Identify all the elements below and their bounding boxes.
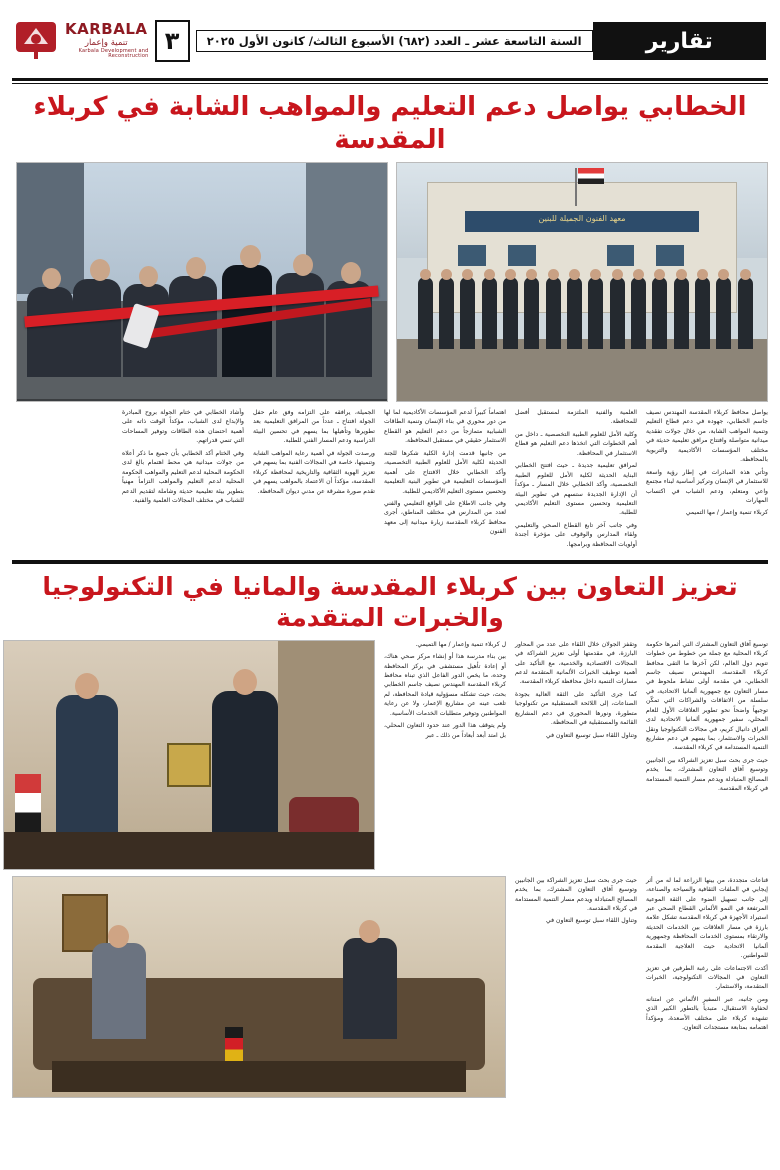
article1-column-3 xyxy=(384,408,506,552)
article2-column-2 xyxy=(515,640,637,870)
page-number: ٣ xyxy=(155,20,190,62)
article2-photo-gift-exchange xyxy=(3,640,375,870)
photo-credit: كربلاء تنمية وإعمار / مها التميمي xyxy=(685,509,768,517)
article2-text-top xyxy=(384,640,768,870)
paragraph: ومن جانبه، عبر السفير الألماني عن امتنانه لحفاوة الاستقبال، متبدياً بالتطور الكبير الذي تشهده كربلاء على مختلف الأصعدة، ومؤكداً اهتمامه بمتابعة مستجدات التعاون. xyxy=(646,995,768,1032)
paragraph: أكدت الاجتماعات على رغبة الطرفين في تعزيز التعاون في المجالات التكنولوجية، الخبرات المتقدمة، والاستثمار. xyxy=(646,964,768,991)
paragraph: الجميلة، يرافقه على التزامه وفق عام حفل الجولة افتتاح ـ عدداً من المرافق التعليمية بعد تطويرها وتأهيلها بما يسهم في تحسين البيئة الدراسية ودعم المسار الفني للطلبة. xyxy=(253,409,375,445)
article1-text xyxy=(12,408,768,552)
article1-photo-ribbon-cutting xyxy=(16,162,388,402)
logo-text xyxy=(64,22,149,59)
paragraph: بين بناء مدرسة هذا أو إنشاء مركز صحي هناك، أو إعادة تأهيل مستشفى في بركز المحافظة وحده، ما يخص الدور الفاعل الذي تبناه محافظ كربلاء المقدسة المهندس نصيف جاسم الخطابي بحث، حيث تشكله مسؤولية قيادة المحافظة، لم تلعب عينه عن مشاريع الإعمار، ولا عن رعاية المواطنين وتوفير متطلبات الخدمات الأساسية. xyxy=(384,653,506,717)
article1-column-4 xyxy=(515,408,637,552)
commemorative-shield xyxy=(167,743,211,787)
logo-arabic-name: تنمية وإعمار xyxy=(84,38,128,49)
article2-bottom-column-2 xyxy=(515,876,637,1098)
paragraph: يواصل محافظ كربلاء المقدسة المهندس نصيف جاسم الخطابي، جهوده في دعم قطاع التعليم وتنمية المواهب الشابة، من خلال جولات تفقدية ميدانية متواصلة وافتتاح مرافق تعليمية حديثة في مختلف المؤسسات الأكاديمية والتربوية بالمحافظة. xyxy=(646,409,768,464)
issue-line xyxy=(196,30,593,52)
paragraph: وتأتي هذه المبادرات في إطار رؤية واسعة للاستثمار في الإنسان وتركيز أساسية لبناء مجتمع واعي ومتعلم، ودعم الشباب في اكتساب المهارات xyxy=(646,468,768,504)
paragraph: اهتماماً كبيراً لدعم المؤسسات الأكاديمية لما لها من دور محوري في بناء الإنسان وتنمية الطاقات الشبابية متمازجاً من دعم التعليم هو القطاع الاستثمار حقيقي في مستقبل المحافظة. xyxy=(384,409,506,445)
article2-bottom-column-1 xyxy=(646,876,768,1098)
paragraph: حيث جرى بحث سبل تعزيز الشراكة بين الجانبين وتوسيع آفاق التعاون المشترك، بما يخدم المصالح المتبادلة ويدعم مسار التنمية المستدامة في كربلاء المقدسة. xyxy=(646,756,768,793)
paragraph: ولم يتوقف هذا الدور عند حدود التعاون المحلي، بل امتد أبعد أبعاداً من ذلك ـ عبر xyxy=(384,722,506,739)
paragraph: وكلية الأمل للعلوم الطبية التخصصية ـ داخل من أهم الخطوات التي اتخذها دعم التعليم هو قطاع الاستثمار في المحافظة. xyxy=(515,430,637,457)
karbala-emblem-icon xyxy=(14,19,58,63)
paragraph: العلمية والفنية الملتزمة لمستقبل أفضل للمحافظة. xyxy=(515,409,637,426)
header-rule xyxy=(12,78,768,81)
article2-photo-meeting xyxy=(12,876,506,1098)
paragraph: حيث جرى بحث سبل تعزيز الشراكة بين الجانبين وتوسيع آفاق التعاون المشترك، بما يخدم المصالح المتبادلة ويدعم مسار التنمية المستدامة في كربلاء المقدسة. xyxy=(515,876,637,912)
article2-column-1 xyxy=(646,640,768,870)
masthead xyxy=(0,0,780,78)
paragraph: وأشاد الخطابي في ختام الجولة بروح المبادرة والإبداع لدى الشباب، مؤكداً الوقت ذاته على أهمية احتضان هذه الطاقات وتوفير المساحات التي تنمي قدراتهم. xyxy=(122,409,244,445)
paragraph: لمرافق تعليمية جديدة ـ حيث افتتح الخطابي البناية الحديثة لكلية الأمل للعلوم الطبية التخصصية، وأكد الخطابي خلال المسار ـ مؤكداً أن الإدارة الجديدة ستسهم في تطوير البيئة التعليمية وتحسين مستوى التعليم الأكاديمي للطلبة. xyxy=(515,462,637,517)
article2-bottom-photo-wrap xyxy=(12,876,506,1098)
article2 xyxy=(0,640,780,870)
paragraph: قناعات متجددة، من بينها الزراعة لما له من أثر إيجابي في الملفات الثقافية والسياحة والصناعة، إلى جانب تسهيل الضوء على الثقة الموعية المرتفعة في النمو الألماني القطاع الصحي عبر استيراد الأجهزة في كربلاء المقدسة تشكل علامة بارزة في مسار العلاقات بين الخدمات الحديثة والارتقاء بمستوى الخدمات المحافظة وجمهورية ألمانيا الاتحادية حيث العلاجية المقدمة للمواطنين. xyxy=(646,876,768,960)
paragraph: وتقفز الجولان خلال اللقاء على عدد من المحاور البارزة، في مقدمتها أولى تعزيز الشراكة في المجالات الاقتصادية والخدمية، مع التأكيد على أهمية توظيف الخبرات الألمانية المتقدمة لدعم مسارات التنمية داخل محافظة كربلاء المقدسة. xyxy=(515,640,637,686)
paragraph: وتناول اللقاء سبل توسيع التعاون في xyxy=(546,917,637,925)
iraq-flag-icon xyxy=(15,774,41,832)
article1-column-5 xyxy=(646,408,768,552)
article1-headline: الخطابي يواصل دعم التعليم والمواهب الشابة في كربلاء المقدسة xyxy=(33,92,747,155)
paragraph: ورصدت الجولة في أهمية رعاية المواهب الشابة وتنميتها، خاصة في المجالات الفنية بما يسهم في تعزيز الهوية الثقافية والتاريخية لمحافظة كربلاء المقدسة، مؤكداً أن الاعتماد بالمواهب يسهم في تقدم صورة مشرقة عن مدني ديوان المحافظة. xyxy=(253,449,375,495)
photo-caption xyxy=(17,399,387,401)
paragraph: كما جرى التأكيد على الثقة العالية بجودة الصناعات، إلى اللائحة المستقبلية من تكنولوجيا متطورة، ونورها المحوري في دعم المشاريع القائمة والمستقبلية في المحافظة. xyxy=(515,690,637,727)
article2-bottom xyxy=(0,870,780,1098)
issue-info: السنة التاسعة عشر ـ العدد (٦٨٢) الأسبوع الثالث/ كانون الأول ٢٠٢٥ xyxy=(196,30,593,52)
article1-column-1 xyxy=(122,408,244,552)
article2-column-3 xyxy=(384,640,506,870)
logo-subtitle: Karbala Development and Reconstruction xyxy=(78,48,149,60)
logo-latin-name: KARBALA xyxy=(65,20,148,39)
article1 xyxy=(0,162,780,552)
article2-headline: تعزيز التعاون بين كربلاء المقدسة والمانيا في التكنولوجيا والخبرات المتقدمة xyxy=(42,572,738,633)
paragraph: وفي جانب الاطلاع على الواقع التعليمي والفني لعدد من المدارس في مختلف المناطق، أجرى محافظ كربلاء المقدسة زيارة ميدانية إلى معهد الفنون xyxy=(384,499,506,536)
article1-column-2 xyxy=(253,408,375,552)
photo-people-group xyxy=(404,277,759,348)
section-tag: تقارير xyxy=(593,22,766,60)
article2-photo-column xyxy=(3,640,375,870)
germany-flag-icon xyxy=(225,1027,243,1061)
photo-sign-text: معهد الفنون الجميلة للبنين xyxy=(538,214,626,224)
paragraph: وفي الختام أكد الخطابي بأن جميع ما ذكر أعلاه من جولات ميدانية هي محط اهتمام بالغ لدى الحكومة المحلية لدعم التعليم والمواهب الحكومة المحلية لدعم التعليم والمواهب التزاماً مهنياً بتطوير بيئة تعليمية حديثة وشاملة لتقديم الدعم للشباب في مختلف المجالات العلمية والفنية. xyxy=(122,449,244,504)
paragraph: وتناول اللقاء سبل توسيع التعاون في xyxy=(546,731,637,739)
article1-photos xyxy=(12,162,768,402)
byline: ل كربلاء تنمية وإعمار / مها التميمي. xyxy=(415,640,506,648)
paragraph: توسيع آفاق التعاون المشترك التي أثمرها حكومة كربلاء المحلية مع جملة من خطوط من خطوات تنويم دول العالم، لكن آخرها ما التقى محافظ كربلاء المقدسة، المهندس نصيف جاسم الخطابي، في مقدمة أولى نشاط ملحوظ في مسار التعاون مع جمهورية ألمانيا الاتحادية، في سلسلة من الاتفاقات والشراكات التي تمكّن توجيهاً واضحاً نحو تطوير العلاقات الأول للعام المحلي، سفير جمهورية ألمانيا الاتحادية لدى العراق دانيال كريم، في مجالات التكنولوجيا ونقل الخبرات والاستثمار، بما يسهم في دعم مشاريع التنمية المستدامة في كربلاء المقدسة. xyxy=(646,640,768,752)
paragraph: من جانبها قدمت إدارة الكلية شكرها للجنة الحديثة لكلية الأمل للعلوم الطبية التخصصية، وأكد الخطابي خلال الافتتاح على أهمية المؤسسات التعليمية في تطوير البنية التعليمية وتحسين مستوى التعليم الأكاديمي للطلبة. xyxy=(384,449,506,495)
article1-photo-institute xyxy=(396,162,768,402)
publication-logo xyxy=(14,19,149,63)
paragraph: وفي جانب آخر تابع القطاع الصحي والتعليمي ولقاء المدارس والوقوف على مؤخرة أجندة أولويات المحافظة وبرامجها. xyxy=(515,521,637,548)
